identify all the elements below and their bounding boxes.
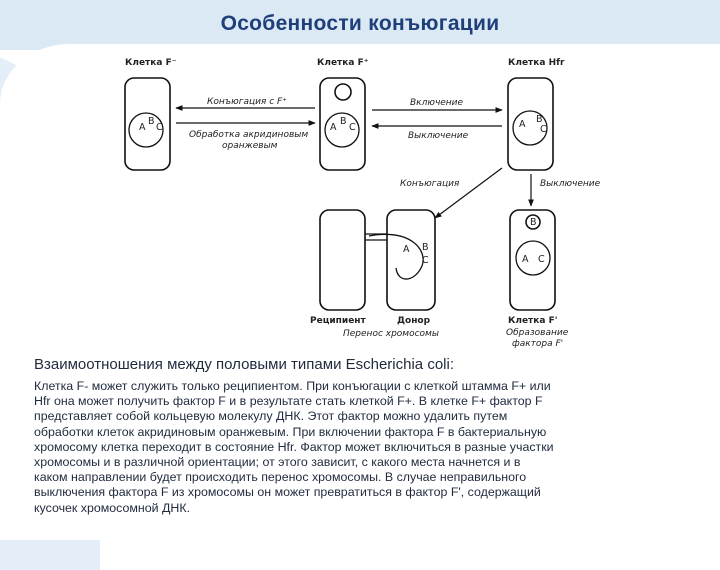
label-cell-f-plus: Клетка F⁺ [317,58,369,68]
donor-chromosome [369,234,423,279]
label-cell-f-prime: Клетка F' [508,316,558,326]
gene-b-donor: B [422,242,429,253]
gene-a-f-minus: A [139,122,146,133]
label-donor: Донор [397,316,431,326]
label-chromosome-transfer: Перенос хромосомы [343,329,439,339]
gene-c-hfr: C [540,124,547,135]
gene-a-donor: A [403,244,410,255]
gene-c-f-minus: C [156,122,163,133]
label-f-prime-formation-1: Образование [506,328,569,338]
gene-c-donor: C [422,255,429,266]
label-conjugation: Конъюгация [400,179,460,189]
label-recipient: Реципиент [310,316,366,326]
gene-b-f-prime: B [530,217,537,228]
gene-c-f-prime: C [538,254,545,265]
arrow-conjugation [435,168,502,218]
recipient-cell [320,210,365,310]
label-cell-hfr: Клетка Hfr [508,58,565,68]
label-acridine-1: Обработка акридиновым [189,130,309,140]
gene-b-f-minus: B [148,116,155,127]
body-paragraph: Клетка F- может служить только реципиентом. При конъюгации с клеткой штамма F+ или Hfr она может получить фактор F и в результате стать клеткой F+. В клетке F+ фактор F представляет собой кольцевую молекулу ДНК. Этот фактор можно удалить путем обработки клеток акридиновым оранжевым. При включении фактора F в бактериальную хромосому клетка переходит в состояние Hfr. Фактор может включиться в разные участки хромосомы и в различной ориентации; от этого зависит, с какого места начнется и в каком направлении будет происходить перенос хромосомы. В случае неправильного выключения фактора F из хромосомы он может превратиться в фактор F', содержащий кусочек хромосомной ДНК. [34,379,554,515]
label-insertion: Включение [410,98,464,108]
conjugation-diagram [110,50,610,350]
label-cell-f-minus: Клетка F⁻ [125,58,177,68]
gene-c-f-plus: C [349,122,356,133]
f-plasmid [335,84,351,100]
label-excision: Выключение [408,131,469,141]
gene-a-f-prime: A [522,254,529,265]
gene-b-f-plus: B [340,116,347,127]
label-excision-2: Выключение [540,179,601,189]
gene-a-f-plus: A [330,122,337,133]
gene-b-hfr: B [536,114,543,125]
section-subtitle: Взаимоотношения между половыми типами Escherichia coli: [34,356,454,373]
gene-a-hfr: A [519,119,526,130]
label-acridine-2: оранжевым [222,141,278,151]
slide-title: Особенности конъюгации [220,12,500,35]
label-f-prime-formation-2: фактора F' [512,339,564,349]
label-conjugation-fplus: Конъюгация с F⁺ [207,97,287,107]
